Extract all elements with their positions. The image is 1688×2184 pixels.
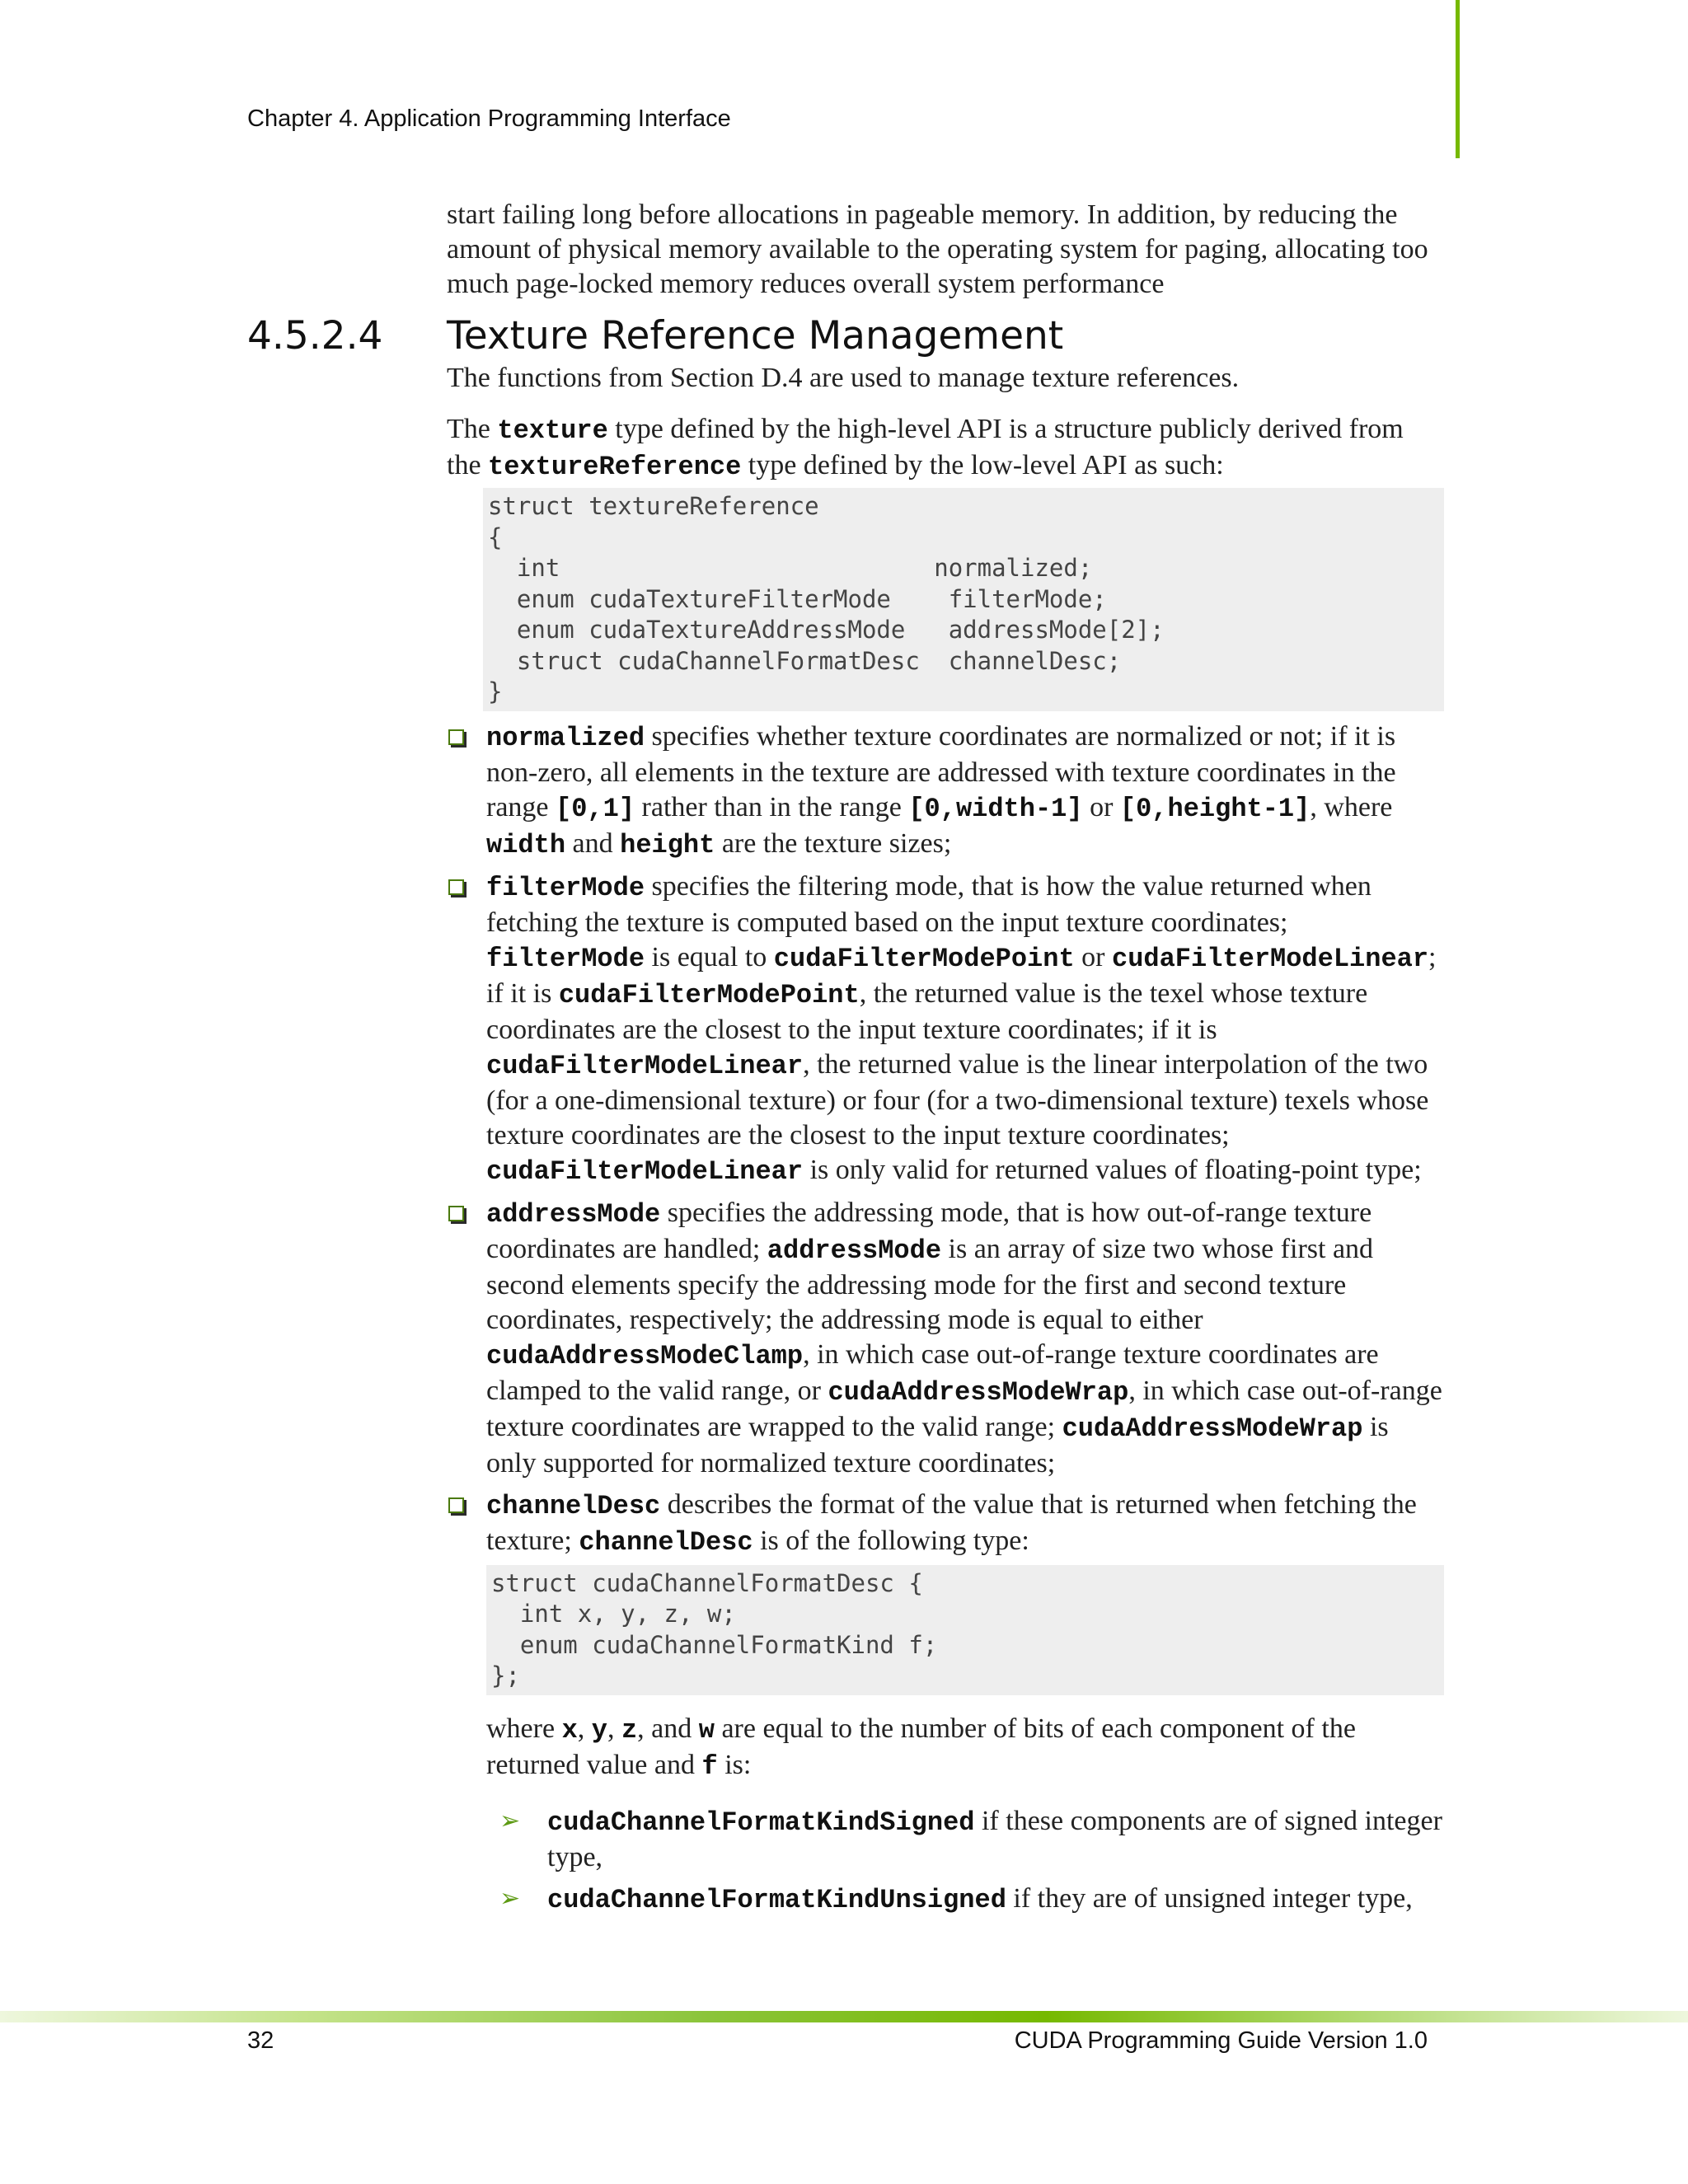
inline-code: channelDesc <box>579 1526 753 1558</box>
code-line: int x, y, z, w; <box>491 1600 736 1628</box>
square-bullet-icon <box>448 1497 464 1513</box>
section-heading <box>247 312 1444 361</box>
inline-code: cudaFilterModePoint <box>558 979 860 1010</box>
inline-code: cudaChannelFormatKindUnsigned <box>547 1884 1006 1915</box>
inline-code: [0,1] <box>556 793 635 824</box>
inline-code: addressMode <box>767 1235 942 1266</box>
inline-code: textureReference <box>488 452 742 482</box>
inline-code: y <box>591 1714 607 1746</box>
inline-code: x <box>561 1714 578 1746</box>
page-number: 32 <box>247 2027 274 2054</box>
section-title: Texture Reference Management <box>447 313 1064 359</box>
inline-code: cudaFilterModePoint <box>773 943 1075 974</box>
paragraph-functions: The functions from Section D.4 are used to manage texture references. <box>447 363 1240 393</box>
code-line: } <box>488 677 503 705</box>
inline-code: cudaAddressModeWrap <box>828 1376 1129 1408</box>
inline-code: texture <box>497 415 608 446</box>
inline-code: [0,width-1] <box>908 793 1083 824</box>
bullet-filter-mode: filterMode specifies the filtering mode, that is how the value returned when fetching the texture is computed based on the input texture coordinates; filterMode is equal to cudaFilterModePoint or cudaFilterModeLinear; if it is cudaFilterModePoint, the returned value is the texel whose texture coordinates are the closest to the input texture coordinates; if it is cudaFilterModeLinear, the returned value is the linear interpolation of the two (for a one-dimensional texture) or four (for a two-dimensional texture) texels whose texture coordinates are the closest to the input texture coordinates; cudaFilterModeLinear is only valid for returned values of floating-point type; <box>447 869 1444 1189</box>
inline-code: cudaAddressModeClamp <box>486 1340 804 1371</box>
where-paragraph: where x, y, z, and w are equal to the number of bits of each component of the returned value and f is: <box>486 1713 1356 1782</box>
inline-code: height <box>620 829 715 860</box>
inline-code: cudaFilterModeLinear <box>486 1155 804 1187</box>
square-bullet-icon <box>448 1206 464 1221</box>
code-line: struct cudaChannelFormatDesc { <box>491 1568 923 1597</box>
intro-paragraph: start failing long before allocations in pageable memory. In addition, by reducing the amount of physical memory available to the operating system for paging, allocating too much page-locked memory reduces overall system performance <box>447 199 1428 299</box>
bullet-channel-desc: channelDesc describes the format of the value that is returned when fetching the texture; channelDesc is of the following type: struct cudaChannelFormatDesc { int x, y, z, w; enum cudaChannelFormatKind f; }; where x, y, z, and w are equal to the number of bits of each component of the returned value and f is: <box>447 1488 1444 1784</box>
sub-bullet-unsigned: ➢ cudaChannelFormatKindUnsigned if they are of unsigned integer type, <box>499 1882 1413 1915</box>
inline-code: [0,height-1] <box>1119 793 1311 824</box>
inline-code: channelDesc <box>486 1490 661 1521</box>
field-descriptions-list <box>447 719 1444 1784</box>
code-line: enum cudaTextureAddressMode addressMode[2]; <box>488 616 1165 644</box>
sub-bullet-signed: ➢ cudaChannelFormatKindSigned if these components are of signed integer type, <box>499 1805 1442 1872</box>
inline-code: cudaFilterModeLinear <box>486 1050 804 1081</box>
arrow-bullet-icon: ➢ <box>499 1806 521 1835</box>
inline-code: f <box>701 1750 718 1782</box>
page-content <box>247 198 1444 1924</box>
inline-code: cudaAddressModeWrap <box>1062 1413 1363 1444</box>
code-line: struct cudaChannelFormatDesc channelDesc; <box>488 646 1122 675</box>
code-block-texture-reference <box>483 488 1444 711</box>
running-header: Chapter 4. Application Programming Interface <box>247 105 731 132</box>
header-accent-rule <box>1456 0 1460 158</box>
inline-code: filterMode <box>486 943 645 974</box>
inline-code: normalized <box>486 722 645 753</box>
inline-code: z <box>621 1714 638 1746</box>
guide-title: CUDA Programming Guide Version 1.0 <box>1014 2027 1428 2054</box>
section-number: 4.5.2.4 <box>247 313 383 359</box>
inline-code: cudaChannelFormatKindSigned <box>547 1807 975 1838</box>
code-line: struct textureReference <box>488 492 819 520</box>
channel-format-kind-list <box>447 1804 1444 1918</box>
inline-code: addressMode <box>486 1198 661 1230</box>
code-line: }; <box>491 1661 520 1690</box>
code-line: enum cudaTextureFilterMode filterMode; <box>488 584 1107 613</box>
bullet-address-mode: addressMode specifies the addressing mode, that is how out-of-range texture coordinates are handled; addressMode is an array of size two whose first and second elements specify the addressing mode for the first and second texture coordinates, respectively; the addressing mode is equal to either cudaAddressModeClamp, in which case out-of-range texture coordinates are clamped to the valid range, or cudaAddressModeWrap, in which case out-of-range texture coordinates are wrapped to the valid range; cudaAddressModeWrap is only supported for normalized texture coordinates; <box>447 1196 1444 1481</box>
code-line: enum cudaChannelFormatKind f; <box>491 1630 938 1659</box>
inline-code: w <box>698 1714 715 1746</box>
code-line: int normalized; <box>488 554 1093 582</box>
code-block-channel-format-desc <box>486 1565 1444 1695</box>
paragraph-texture-type: The texture type defined by the high-level API is a structure publicly derived from the textureReference type defined by the low-level API as such: <box>447 414 1404 482</box>
square-bullet-icon <box>448 879 464 895</box>
square-bullet-icon <box>448 729 464 745</box>
inline-code: width <box>486 829 566 860</box>
code-line: { <box>488 523 503 551</box>
inline-code: cudaFilterModeLinear <box>1111 943 1429 974</box>
bullet-normalized: normalized specifies whether texture coordinates are normalized or not; if it is non-zero, all elements in the texture are addressed with texture coordinates in the range [0,1] rather than in the range [0,width-1] or [0,height-1], where width and height are the texture sizes; <box>447 719 1444 863</box>
arrow-bullet-icon: ➢ <box>499 1883 521 1913</box>
footer-accent-rule <box>0 2011 1688 2022</box>
inline-code: filterMode <box>486 872 645 903</box>
